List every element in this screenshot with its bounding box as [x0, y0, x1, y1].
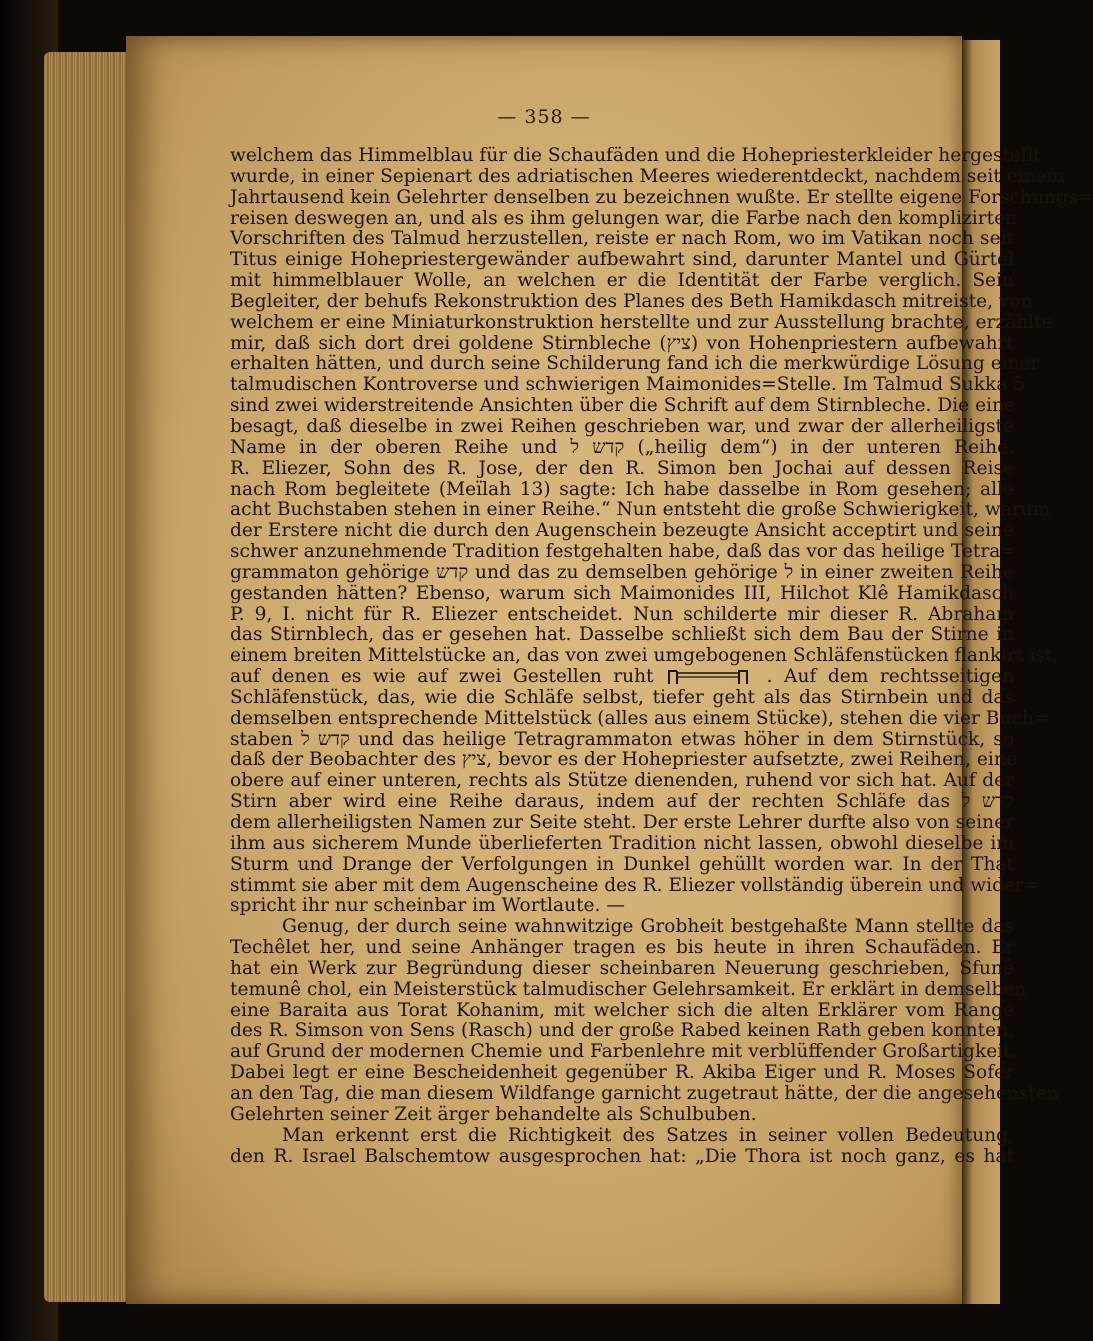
text-line: schwer anzunehmende Tradition festgehalten habe, daß das vor das heilige Tetra= — [230, 541, 1016, 563]
text-line: gestanden hätten? Ebenso, warum sich Maimonides III, Hilchot Klê Hamikdasch — [230, 582, 1014, 604]
text-line: mit himmelblauer Wolle, an welchen er die Identität der Farbe verglich. Sein — [230, 270, 1014, 292]
text-line: welchem er eine Miniaturkonstruktion herstellte und zur Ausstellung brachte, erzählte — [230, 311, 1053, 333]
text-line: Jahrtausend kein Gelehrter denselben zu bezeichnen wußte. Er stellte eigene Forschungs= — [230, 186, 1093, 208]
text-line: demselben entsprechende Mittelstück (alles aus einem Stücke), stehen die vier Buch= — [230, 707, 1050, 729]
text-line: Stirn aber wird eine Reihe daraus, indem auf der rechten Schläfe das קדש ל — [230, 791, 1014, 813]
text-line: Man erkennt erst die Richtigkeit des Satzes in seiner vollen Bedeutung, — [282, 1124, 1014, 1146]
text-line: ihm aus sicherem Munde überlieferten Tradition nicht lassen, obwohl dieselbe im — [230, 832, 1014, 854]
text-line: mir, daß sich dort drei goldene Stirnbleche (ציץ) von Hohenpriestern aufbewahrt — [230, 332, 1014, 354]
text-line: talmudischen Kontroverse und schwierigen Maimonides=Stelle. Im Talmud Sukka 5 — [230, 374, 1026, 396]
text-line: R. Eliezer, Sohn des R. Jose, der den R. Simon ben Jochai auf dessen Reise — [230, 457, 1014, 479]
text-line: Titus einige Hohepriestergewänder aufbewahrt sind, darunter Mantel und Gürtel — [230, 249, 1014, 271]
text-line: an den Tag, die man diesem Wildfange garnicht zugetraut hätte, der die angesehensten — [230, 1082, 1059, 1104]
text-line: besagt, daß dieselbe in zwei Reihen geschrieben war, und zwar der allerheiligste — [230, 415, 1014, 437]
text-line: Dabei legt er eine Bescheidenheit gegenüber R. Akiba Eiger und R. Moses Sofer — [230, 1062, 1014, 1084]
text-segment: auf denen es wie auf zwei Gestellen ruht — [230, 666, 654, 688]
text-line: temunê chol, ein Meisterstück talmudischer Gelehrsamkeit. Er erklärt in demselben — [230, 978, 1027, 1000]
text-line: Schläfenstück, das, wie die Schläfe selbst, tiefer geht als das Stirnbein und das — [230, 686, 1014, 708]
text-line: Gelehrten seiner Zeit ärger behandelte als Schulbuben. — [230, 1103, 757, 1125]
text-line: staben קדש ל und das heilige Tetragrammaton etwas höher in dem Stirnstück, so — [230, 728, 1014, 750]
text-line: dem allerheiligsten Namen zur Seite steht. Der erste Lehrer durfte also von seiner — [230, 812, 1014, 833]
text-line: nach Rom begleitete (Meïlah 13) sagte: Ich habe dasselbe in Rom gesehen; alle — [230, 478, 1014, 500]
text-line: grammaton gehörige קדש und das zu demselben gehörige ל in einer zweiten Reihe — [230, 561, 1014, 583]
text-line: Genug, der durch seine wahnwitzige Grobheit bestgehaßte Mann stellte das — [282, 916, 1014, 938]
text-line-with-diagram — [230, 667, 1014, 688]
text-line: wurde, in einer Sepienart des adriatischen Meeres wiederentdeckt, nachdem seit einem — [230, 165, 1065, 187]
page-number: — 358 — — [497, 106, 591, 128]
text-line: acht Buchstaben stehen in einer Reihe.“ Nun entsteht die große Schwierigkeit, warum — [230, 499, 1051, 521]
text-line: Name in der oberen Reihe und קדש ל („heilig dem“) in der unteren Reihe. — [230, 436, 1015, 458]
text-line: Vorschriften des Talmud herzustellen, reiste er nach Rom, wo im Vatikan noch seit — [230, 228, 1014, 250]
text-line: Techêlet her, und seine Anhänger tragen es bis heute in ihren Schaufäden. Er — [230, 937, 1014, 959]
text-line: daß der Beobachter des ציץ, bevor es der Hohepriester aufsetzte, zwei Reihen, eine — [230, 749, 1017, 771]
text-line: erhalten hätten, und durch seine Schilderung fand ich die merkwürdige Lösung einer — [230, 353, 1040, 375]
text-line: des R. Simson von Sens (Rasch) und der große Rabed keinen Rath geben konnten, — [230, 1020, 1014, 1042]
text-segment: . Auf dem rechtsseitigen — [766, 666, 1014, 688]
text-line: sind zwei widerstreitende Ansichten über die Schrift auf dem Stirnbleche. Die eine — [230, 395, 1016, 417]
text-line: reisen deswegen an, und als es ihm gelungen war, die Farbe nach den komplizirten — [230, 207, 1018, 229]
text-line: spricht ihr nur scheinbar im Wortlaute. — — [230, 895, 625, 917]
text-line: Sturm und Drange der Verfolgungen in Dunkel gehüllt worden war. In der That — [230, 853, 1014, 875]
text-line: auf Grund der modernen Chemie und Farbenlehre mit verblüffender Großartigkeit. — [230, 1041, 1017, 1063]
stirnblech-frame-icon — [665, 668, 755, 686]
body-text — [230, 145, 1093, 1167]
text-line: P. 9, I. nicht für R. Eliezer entscheidet. Nun schilderte mir dieser R. Abraham — [230, 603, 1014, 625]
text-line: Begleiter, der behufs Rekonstruktion des Planes des Beth Hamikdasch mitreiste, von — [230, 290, 1033, 312]
text-line: obere auf einer unteren, rechts als Stütze dienenden, ruhend vor sich hat. Auf der — [230, 770, 1014, 792]
text-line: einem breiten Mittelstücke an, das von zwei umgebogenen Schläfenstücken flankirt ist, — [230, 645, 1059, 667]
text-line: den R. Israel Balschemtow ausgesprochen hat: „Die Thora ist noch ganz, es hat — [230, 1145, 1014, 1167]
text-line: das Stirnblech, das er gesehen hat. Dasselbe schließt sich dem Bau der Stirne in — [230, 624, 1014, 646]
text-line: hat ein Werk zur Begründung dieser scheinbaren Neuerung geschrieben, Sfunê — [230, 957, 1014, 979]
text-line: der Erstere nicht die durch den Augenschein bezeugte Ansicht acceptirt und seine — [230, 520, 1014, 542]
text-line: eine Baraita aus Torat Kohanim, mit welcher sich die alten Erklärer vom Range — [230, 999, 1014, 1021]
text-line: welchem das Himmelblau für die Schaufäden und die Hohepriesterkleider hergestellt — [230, 145, 1041, 166]
text-line: stimmt sie aber mit dem Augenscheine des R. Eliezer vollständig überein und wider= — [230, 874, 1040, 896]
book-page — [126, 36, 1093, 1304]
